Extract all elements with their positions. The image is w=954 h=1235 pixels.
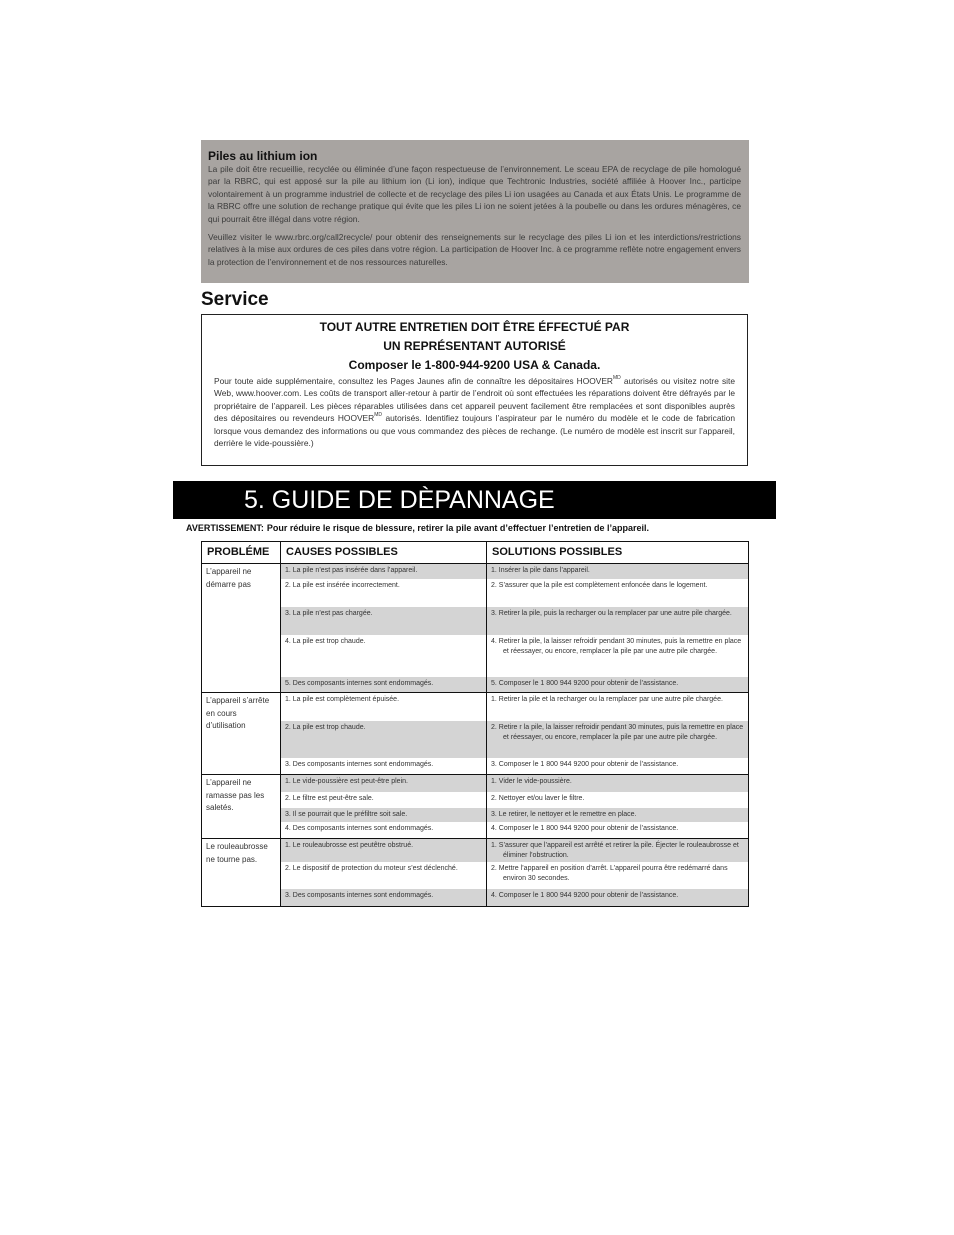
problem-group [202,693,748,775]
service-heading: Service [201,289,269,310]
cause-cell: 1. La pile n’est pas insérée dans l’appareil. [281,564,487,579]
table-row [281,677,748,692]
header-problem: PROBLÉME [202,542,281,563]
section-banner [173,481,776,519]
solution-cell: 1. S’assurer que l’appareil est arrêté et retirer la pile. Éjecter le rouleaubrosse et éliminer l’obstruction. [487,839,748,862]
service-body [214,375,735,449]
problem-cell: L’appareil ne ramasse pas les saletés. [202,775,281,838]
table-row [281,758,748,774]
problem-cell: L’appareil s’arrête en cours d’utilisation [202,693,281,774]
solution-cell: 3. Composer le 1 800 944 9200 pour obtenir de l’assistance. [491,760,679,768]
lithium-title: Piles au lithium ion [208,149,318,163]
lithium-paragraph: Veuillez visiter le www.rbrc.org/call2recycle/ pour obtenir des renseignements sur le recyclage des piles Li ion et les interdictions/restrictions relatives à la mise aux ordures de ces piles dans votre région. La participation de Hoover Inc. à ce programme reflète notre engagement envers la protection de l’environnement et de nos ressources naturelles. [208,232,741,267]
cause-cell: 3. Des composants internes sont endommagés. [281,889,487,906]
solution-cell: 1. Vider le vide-poussière. [487,775,748,792]
table-row [281,862,748,889]
solution-cell: 1. Retirer la pile et la recharger ou la remplacer par une autre pile chargée. [491,695,723,703]
solution-cell: 3. Le retirer, le nettoyer et le remettre en place. [487,808,748,822]
cause-cell: 1. Le vide-poussière est peut-être plein. [281,775,487,792]
solution-cell: 3. Retirer la pile, puis la recharger ou la remplacer par une autre pile chargée. [487,607,748,635]
service-notice-line: UN REPRÉSENTANT AUTORISÉ [383,339,566,353]
table-row [281,635,748,677]
cause-cell: 2. La pile est insérée incorrectement. [281,579,487,607]
solution-cell: 2. Mettre l’appareil en position d’arrêt. L’appareil pourra être redémarré dans environ 30 secondes. [491,864,728,882]
cause-cell: 3. Il se pourrait que le préfiltre soit sale. [281,808,487,822]
solution-cell: 1. Insérer la pile dans l’appareil. [487,564,748,579]
table-row [281,564,748,579]
cause-cell: 2. La pile est trop chaude. [281,721,487,758]
cause-cell: 2. Le dispositif de protection du moteur s’est déclenché. [281,862,487,889]
table-row [281,822,748,838]
lithium-battery-notice [201,140,749,283]
solution-cell: 2. S’assurer que la pile est complètement enfoncée dans le logement. [491,581,708,589]
warning-text: Pour réduire le risque de blessure, retirer la pile avant d’effectuer l’entretien de l’appareil. [266,523,649,533]
trademark-mark: MD [612,375,621,382]
cause-solution-rows [281,693,748,774]
problem-group [202,564,748,693]
cause-solution-rows [281,839,748,906]
solution-cell: 2. Retire r la pile, la laisser refroidir pendant 30 minutes, puis la remettre en place et réessayer, ou encore, remplacer la pile par une autre pile chargée. [487,721,748,758]
warning-label: AVERTISSEMENT: [186,523,264,533]
header-solutions: SOLUTIONS POSSIBLES [492,546,623,558]
problem-group [202,775,748,839]
table-row [281,721,748,758]
trademark-mark: MD [374,412,382,419]
service-box [201,314,748,466]
solution-cell: 4. Composer le 1 800 944 9200 pour obtenir de l’assistance. [491,824,679,832]
table-row [281,839,748,862]
table-row [281,808,748,822]
solution-cell: 5. Composer le 1 800 944 9200 pour obtenir de l’assistance. [487,677,748,692]
table-row [281,775,748,792]
cause-cell: 4. Des composants internes sont endommagés. [281,822,487,838]
problem-cell: L’appareil ne démarre pas [202,564,281,692]
table-row [281,889,748,906]
table-row [281,607,748,635]
header-causes: CAUSES POSSIBLES [281,542,487,563]
table-row [281,792,748,808]
cause-solution-rows [281,775,748,838]
cause-solution-rows [281,564,748,692]
troubleshooting-table [201,541,749,907]
warning-line [186,522,649,534]
solution-cell: 4. Composer le 1 800 944 9200 pour obtenir de l’assistance. [487,889,748,906]
lithium-paragraph: La pile doit être recueillie, recyclée ou éliminée d’une façon respectueuse de l’environnement. Le sceau EPA de recyclage de pile homologué par la RBRC, qui est apposé sur la pile au lithium ion (Li ion), indique que Techtronic Industries, société affiliée à Hoover Inc., participe volontairement à un programme industriel de collecte et de recyclage des piles Li ion usagées au Canada et aux États Unis. Le programme de la RBRC offre une solution de rechange pratique qui évite que les piles Li ion ne soient jetées à la poubelle ou dans les ordures ménagères, ce qui pourrait être illégal dans votre région. [208,164,741,224]
service-body-text: autorisés ou visitez notre site Web, www.hoover.com. Les coûts de transport aller-retour à partir de l’endroit où sont effectuées les réparations doivent être défrayés par le propriétaire de l’appareil. Les pièces réparables utilisées dans cet appareil peuvent facilement être remplacées et sont disponibles auprès des dépositaires ou revendeurs HOOVER [214,376,736,424]
problem-group [202,839,748,906]
service-body-text: autorisés. Identifiez toujours l’aspirateur par le numéro du modèle et le code de fabrication lorsque vous demandez des informations ou que vous commandez des pièces de rechange. (Le numéro de modèle est inscrit sur l’appareil, derrière le vide-poussière.) [214,413,735,449]
service-notice-line: TOUT AUTRE ENTRETIEN DOIT ÊTRE ÉFFECTUÉ PAR [319,320,630,334]
service-body-text: Pour toute aide supplémentaire, consultez les Pages Jaunes afin de connaître les dépositaires HOOVER [214,376,613,386]
section-title: 5. GUIDE DE DÈPANNAGE [244,486,555,514]
cause-cell: 2. Le filtre est peut-être sale. [281,792,487,808]
table-header-row [202,542,748,564]
table-row [281,579,748,607]
cause-cell: 3. La pile n’est pas chargée. [281,607,487,635]
cause-cell: 1. La pile est complètement épuisée. [281,693,487,721]
cause-cell: 3. Des composants internes sont endommagés. [281,758,487,774]
cause-cell: 4. La pile est trop chaude. [281,635,487,677]
table-row [281,693,748,721]
service-phone-line: Composer le 1-800-944-9200 USA & Canada. [348,358,601,372]
cause-cell: 1. Le rouleaubrosse est peutêtre obstrué. [281,839,487,862]
problem-cell: Le rouleaubrosse ne tourne pas. [202,839,281,906]
solution-cell: 2. Nettoyer et/ou laver le filtre. [491,794,585,802]
solution-cell: 4. Retirer la pile, la laisser refroidir pendant 30 minutes, puis la remettre en place et réessayer, ou encore, remplacer la pile par une autre pile chargée. [491,637,742,655]
cause-cell: 5. Des composants internes sont endommagés. [281,677,487,692]
